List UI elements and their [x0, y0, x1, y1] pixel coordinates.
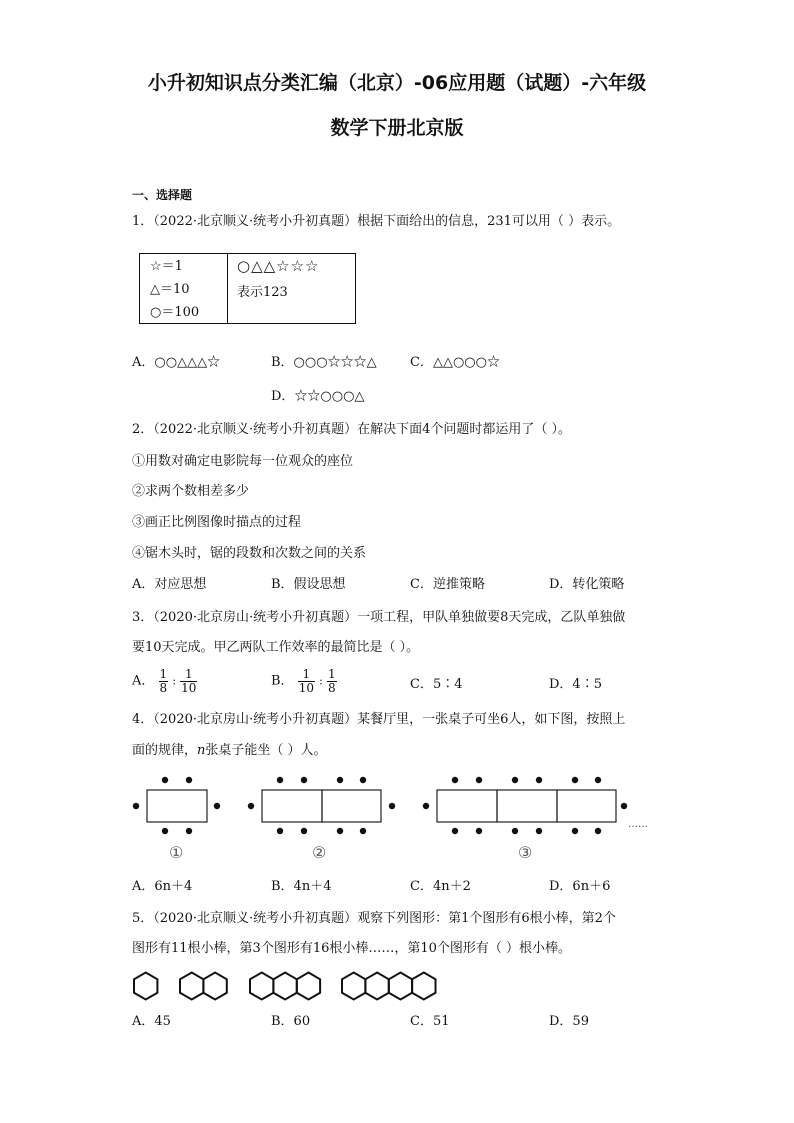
- q1-option-c[interactable]: C．△△○○○☆: [410, 355, 500, 370]
- hexagon-shape: [250, 973, 273, 1000]
- q4-option-b[interactable]: B．4n＋4: [271, 879, 332, 894]
- fraction-one-tenth: $\frac{1}{10}$: [181, 667, 197, 695]
- q4-option-c[interactable]: C．4n＋2: [410, 879, 471, 894]
- q2-stem: 2．（2022·北京顺义·统考小升初真题）在解决下面4个问题时都运用了（ ）。: [132, 422, 572, 437]
- q4-stem-line1: 4．（2020·北京房山·统考小升初真题）某餐厅里，一张桌子可坐6人，如下图，按照上: [132, 712, 626, 727]
- q2-option-b[interactable]: B．假设思想: [271, 577, 346, 592]
- doc-title-line1: 小升初知识点分类汇编（北京）-06应用题（试题）-六年级: [147, 72, 647, 94]
- q2-item-2: ②求两个数相差多少: [132, 484, 250, 499]
- q3-stem-line1: 3．（2020·北京房山·统考小升初真题）一项工程，甲队单独做要8天完成，乙队单独做: [132, 610, 626, 625]
- hexagon-shape: [273, 973, 296, 1000]
- q1-option-a[interactable]: A．○○△△△☆: [132, 355, 221, 370]
- q3-option-b[interactable]: [271, 668, 337, 695]
- q2-item-1: ①用数对确定电影院每一位观众的座位: [132, 454, 354, 469]
- q1-option-b[interactable]: B．○○○☆☆☆△: [271, 355, 377, 370]
- figure-label-1: ①: [169, 843, 184, 862]
- q2-item-3: ③画正比例图像时描点的过程: [132, 515, 302, 530]
- q4-option-d[interactable]: D．6n＋6: [549, 879, 611, 894]
- q3-option-c[interactable]: C．5∶4: [410, 677, 463, 692]
- table-rect: [437, 790, 497, 822]
- fraction-one-tenth: $\frac{1}{10}$: [298, 667, 314, 695]
- example-meaning: 表示123: [237, 285, 288, 300]
- ratio-colon: :: [319, 674, 323, 688]
- q2-option-d[interactable]: D．转化策略: [549, 577, 625, 592]
- q5-stem-line2: 图形有11根小棒，第3个图形有16根小棒……，第10个图形有（ ）根小棒。: [132, 941, 572, 956]
- q5-stem-line1: 5．（2020·北京顺义·统考小升初真题）观察下列图形：第1个图形有6根小棒，第2个: [132, 911, 616, 926]
- table-rect: [497, 790, 557, 822]
- table-divider: [227, 254, 228, 323]
- legend-triangle: △＝10: [150, 282, 190, 297]
- legend-circle: ○＝100: [150, 305, 200, 320]
- q3-option-a[interactable]: [132, 668, 197, 695]
- q1-stem: 1．（2022·北京顺义·统考小升初真题）根据下面给出的信息，231可以用（ ）表示。: [132, 214, 621, 229]
- example-symbols: ○△△☆☆☆: [237, 257, 320, 275]
- figure-ellipsis: ……: [628, 819, 648, 830]
- section-heading: 一、选择题: [132, 188, 193, 202]
- fraction-one-eighth: $\frac{1}{8}$: [327, 667, 336, 695]
- q3-option-b-label: B．: [271, 673, 294, 689]
- q1-option-d[interactable]: D．☆☆○○○△: [271, 389, 365, 404]
- q3-stem-line2: 要10天完成。甲乙两队工作效率的最简比是（ ）。: [132, 640, 420, 655]
- hexagon-shape: [342, 973, 365, 1000]
- q5-option-b[interactable]: B．60: [271, 1014, 311, 1029]
- q1-info-table: [139, 253, 356, 324]
- hexagon-shape: [134, 973, 157, 1000]
- hexagon-shape: [389, 973, 412, 1000]
- q3-option-a-label: A．: [132, 673, 155, 689]
- doc-title-line2: 数学下册北京版: [330, 117, 464, 139]
- q5-option-c[interactable]: C．51: [410, 1014, 450, 1029]
- hexagon-shape: [297, 973, 320, 1000]
- hexagon-shape: [412, 973, 435, 1000]
- q3-option-d[interactable]: D．4∶5: [549, 677, 602, 692]
- ratio-colon: :: [172, 674, 177, 688]
- legend-star: ☆＝1: [150, 259, 183, 274]
- figure-label-2: ②: [312, 843, 327, 862]
- figure-label-3: ③: [518, 843, 533, 862]
- q5-option-a[interactable]: A．45: [132, 1014, 171, 1029]
- q4-stem-pre: 面的规律，: [132, 743, 198, 758]
- table-rect: [322, 790, 381, 822]
- q2-item-4: ④锯木头时，锯的段数和次数之间的关系: [132, 546, 367, 561]
- fraction-one-eighth: $\frac{1}{8}$: [159, 667, 168, 695]
- table-rect: [147, 790, 207, 822]
- hexagon-shape: [203, 973, 226, 1000]
- table-rect: [262, 790, 322, 822]
- hexagon-shape: [365, 973, 388, 1000]
- q4-stem-rest: 张桌子能坐（ ）人。: [205, 743, 327, 758]
- q5-option-d[interactable]: D．59: [549, 1014, 589, 1029]
- q2-option-c[interactable]: C．逆推策略: [410, 577, 485, 592]
- q4-option-a[interactable]: A．6n＋4: [132, 879, 193, 894]
- q4-stem-line2: [132, 742, 327, 760]
- q4-variable-n: n: [197, 743, 206, 758]
- q2-option-a[interactable]: A．对应思想: [132, 577, 207, 592]
- table-rect: [557, 790, 616, 822]
- hexagon-shape: [180, 973, 203, 1000]
